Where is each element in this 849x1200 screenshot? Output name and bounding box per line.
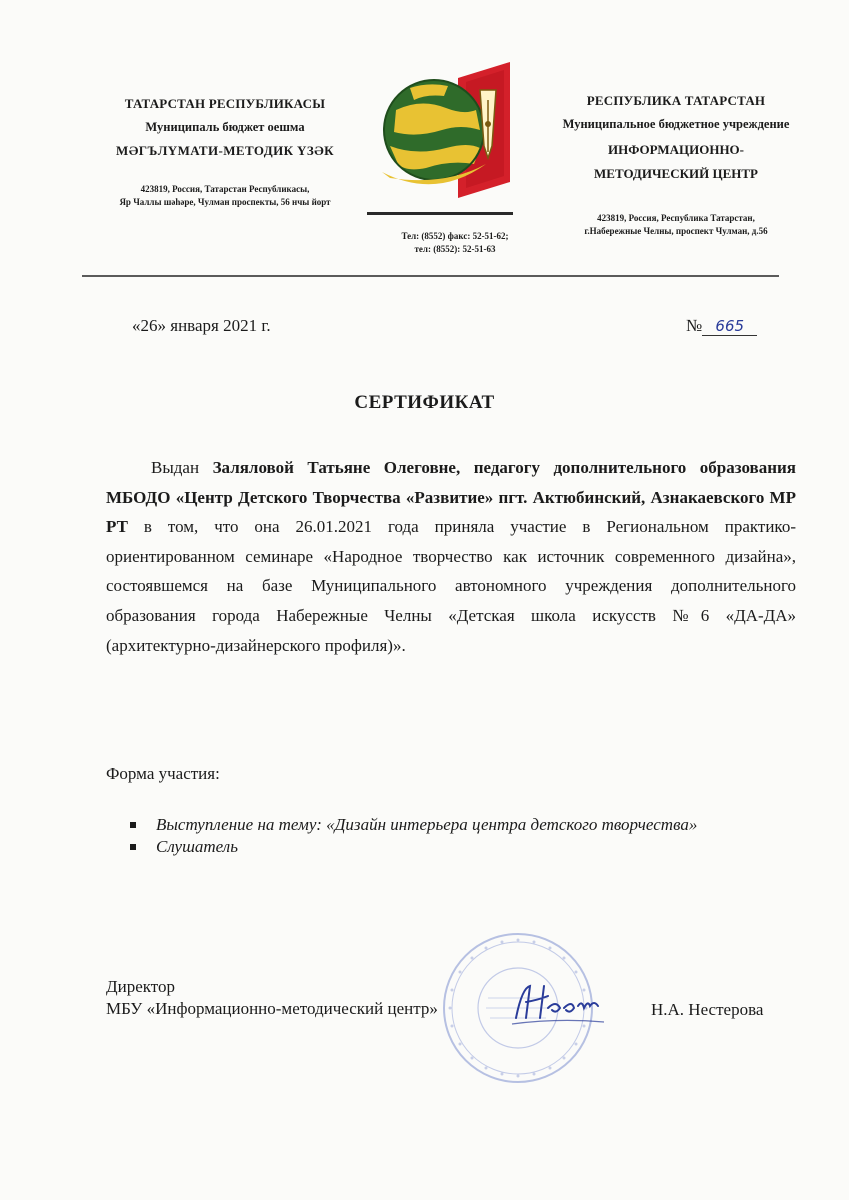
- signature-position: [106, 976, 438, 1020]
- header-right: [526, 93, 826, 238]
- header-phone: [370, 230, 540, 256]
- header-left-address: [70, 183, 380, 209]
- certificate-body: [106, 453, 796, 660]
- document-title: СЕРТИФИКАТ: [354, 392, 495, 413]
- header-right-line2: Муниципальное бюджетное учреждение: [562, 117, 790, 131]
- list-item: Выступление на тему: «Дизайн интерьера центра детского творчества»: [128, 814, 796, 836]
- header-right-line3a: ИНФОРМАЦИОННО-: [607, 142, 744, 157]
- header-left-address1: 423819, Россия, Татарстан Республикасы,: [140, 184, 310, 194]
- bullet-square-icon: [130, 844, 136, 850]
- header-left-address2: Яр Чаллы шәһәре, Чулман проспекты, 56 нчы йорт: [119, 197, 331, 207]
- header-left-line3: МӘГЪЛҮМАТИ-МЕТОДИК ҮЗӘК: [116, 143, 334, 158]
- body-issued: Выдан: [151, 458, 200, 477]
- header-right-line3: [526, 138, 826, 186]
- header-right-line4: МЕТОДИЧЕСКИЙ ЦЕНТР: [594, 166, 758, 181]
- header-left-line1: ТАТАРСТАН РЕСПУБЛИКАСЫ: [124, 96, 326, 111]
- header-right-line1: РЕСПУБЛИКА ТАТАРСТАН: [586, 93, 766, 108]
- body-recipient: Заляловой Татьяне Олеговне, педагогу дополнительного образования МБОДО «Центр Детского Творчества «Развитие» пгт. Актюбинский, Азнакаевского МР РТ: [106, 458, 797, 537]
- header-phone1: Тел: (8552) факс: 52-51-62;: [401, 231, 509, 241]
- signature-position1: Директор: [106, 977, 175, 996]
- participation-label: Форма участия:: [106, 764, 220, 783]
- participation-list: [128, 814, 796, 858]
- header-right-address2: г.Набережные Челны, проспект Чулман, д.56: [584, 226, 768, 236]
- header-right-address1: 423819, Россия, Республика Татарстан,: [597, 213, 755, 223]
- document-date: «26» января 2021 г.: [132, 316, 271, 335]
- handwritten-signature: [508, 978, 608, 1028]
- bullet-square-icon: [130, 822, 136, 828]
- number-label: №: [686, 316, 703, 335]
- header-left: [70, 96, 380, 209]
- signature-position2: МБУ «Информационно-методический центр»: [106, 999, 438, 1018]
- header-left-line2: Муниципаль бюджет оешма: [145, 120, 305, 134]
- signatory-name: Н.А. Нестерова: [651, 1000, 764, 1019]
- header-divider: [82, 275, 779, 277]
- document-number: [686, 316, 757, 336]
- list-item: Слушатель: [128, 836, 796, 858]
- organization-logo: [376, 60, 516, 200]
- header-right-address: [526, 212, 826, 238]
- logo-underline: [367, 212, 513, 215]
- body-text: в том, что она 26.01.2021 года приняла участие в Региональном практико-ориентированном семинаре «Народное творчество как источник современного дизайна», состоявшемся на базе Муниципального автономного учреждения дополнительного образования города Набережные Челны «Детская школа искусств №6 «ДА-ДА» (архитектурно-дизайнерского профиля)».: [106, 517, 796, 655]
- header-phone2: тел: (8552): 52-51-63: [414, 244, 496, 254]
- number-value: 665: [702, 317, 757, 336]
